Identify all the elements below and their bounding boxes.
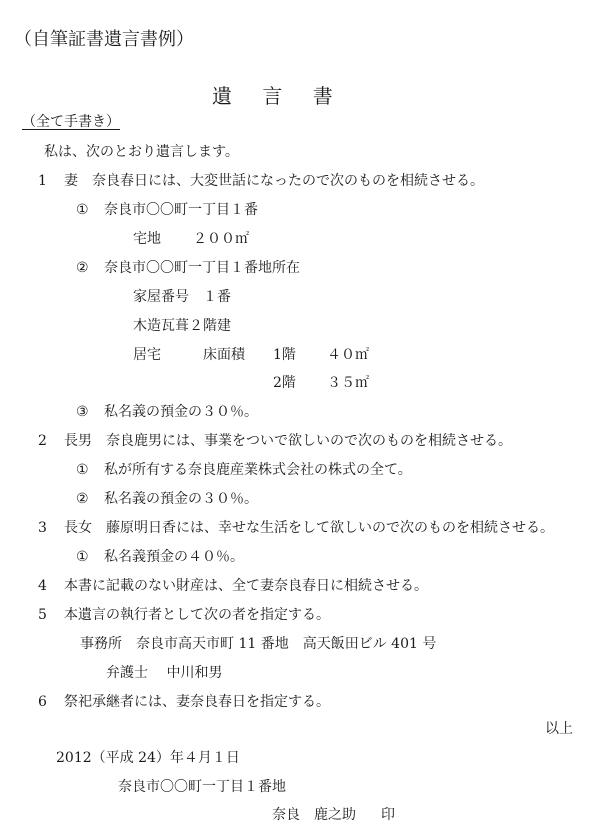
section-1-text: 奈良春日には、大変世話になったので次のものを相続させる。: [92, 173, 484, 189]
handwritten-note: （全て手書き）: [22, 114, 120, 130]
section-1-item-2-mark: ②: [76, 260, 89, 276]
section-2-item-1-text: 私が所有する奈良鹿産業株式会社の株式の全て。: [104, 462, 412, 478]
section-1-item-2-use: 居宅: [133, 347, 161, 363]
section-1-item-1-land-type: 宅地: [133, 231, 161, 247]
section-1-item-3-mark: ③: [76, 404, 89, 420]
section-1-item-3-text: 私名義の預金の３０％。: [104, 404, 258, 420]
testator-name: 奈良 鹿之助: [272, 807, 356, 823]
section-1-item-1-area: ２００㎡: [193, 231, 249, 247]
section-1-item-2-floor-2-label: 2階: [273, 375, 296, 391]
section-6-number: 6: [38, 694, 47, 710]
section-5-number: 5: [38, 607, 47, 623]
section-5-text: 本遺言の執行者として次の者を指定する。: [64, 607, 330, 623]
section-3-number: 3: [38, 520, 47, 536]
document-title: 遺 言 書: [212, 84, 345, 108]
section-1-relation: 妻: [64, 173, 78, 189]
section-1-item-2-text: 奈良市〇〇町一丁目１番地所在: [104, 260, 300, 276]
section-1-item-1-text: 奈良市〇〇町一丁目１番: [104, 202, 258, 218]
section-1-item-2-structure: 木造瓦葺２階建: [133, 318, 231, 334]
section-2-relation: 長男: [64, 433, 92, 449]
intro-line: 私は、次のとおり遺言します。: [44, 144, 239, 160]
section-6-text: 祭祀承継者には、妻奈良春日を指定する。: [64, 694, 330, 710]
section-1-item-2-house-number: 家屋番号 １番: [133, 289, 231, 305]
seal-mark: 印: [381, 807, 395, 823]
section-2-number: 2: [38, 433, 47, 449]
section-2-item-1-mark: ①: [76, 462, 89, 478]
document-date: 2012（平成 24）年４月１日: [56, 750, 240, 766]
section-2-text: 奈良鹿男には、事業をついで欲しいので次のものを相続させる。: [106, 433, 512, 449]
document-header: （自筆証書遺言書例）: [14, 29, 194, 50]
section-1-item-2-floor-area-label: 床面積: [203, 347, 245, 363]
section-3-text: 藤原明日香には、幸せな生活をして欲しいので次のものを相続させる。: [106, 520, 554, 536]
section-1-number: 1: [38, 173, 47, 189]
section-1-item-2-floor-2-area: ３５㎡: [327, 375, 369, 391]
closing-mark: 以上: [545, 721, 573, 737]
section-3-item-1-text: 私名義預金の４０％。: [104, 549, 244, 565]
section-1-item-2-floor-1-label: 1階: [273, 347, 296, 363]
section-4-text: 本書に記載のない財産は、全て妻奈良春日に相続させる。: [64, 578, 428, 594]
section-2-item-2-text: 私名義の預金の３０％。: [104, 491, 258, 507]
section-3-relation: 長女: [64, 520, 92, 536]
executor-lawyer: 弁護士 中川和男: [106, 665, 223, 681]
section-1-item-2-floor-1-area: ４０㎡: [327, 347, 369, 363]
section-4-number: 4: [38, 578, 47, 594]
section-3-item-1-mark: ①: [76, 549, 89, 565]
testator-address: 奈良市〇〇町一丁目１番地: [118, 779, 286, 795]
section-1-item-1-mark: ①: [76, 202, 89, 218]
executor-office: 事務所 奈良市高天市町 11 番地 高天飯田ビル 401 号: [80, 636, 437, 652]
section-2-item-2-mark: ②: [76, 491, 89, 507]
